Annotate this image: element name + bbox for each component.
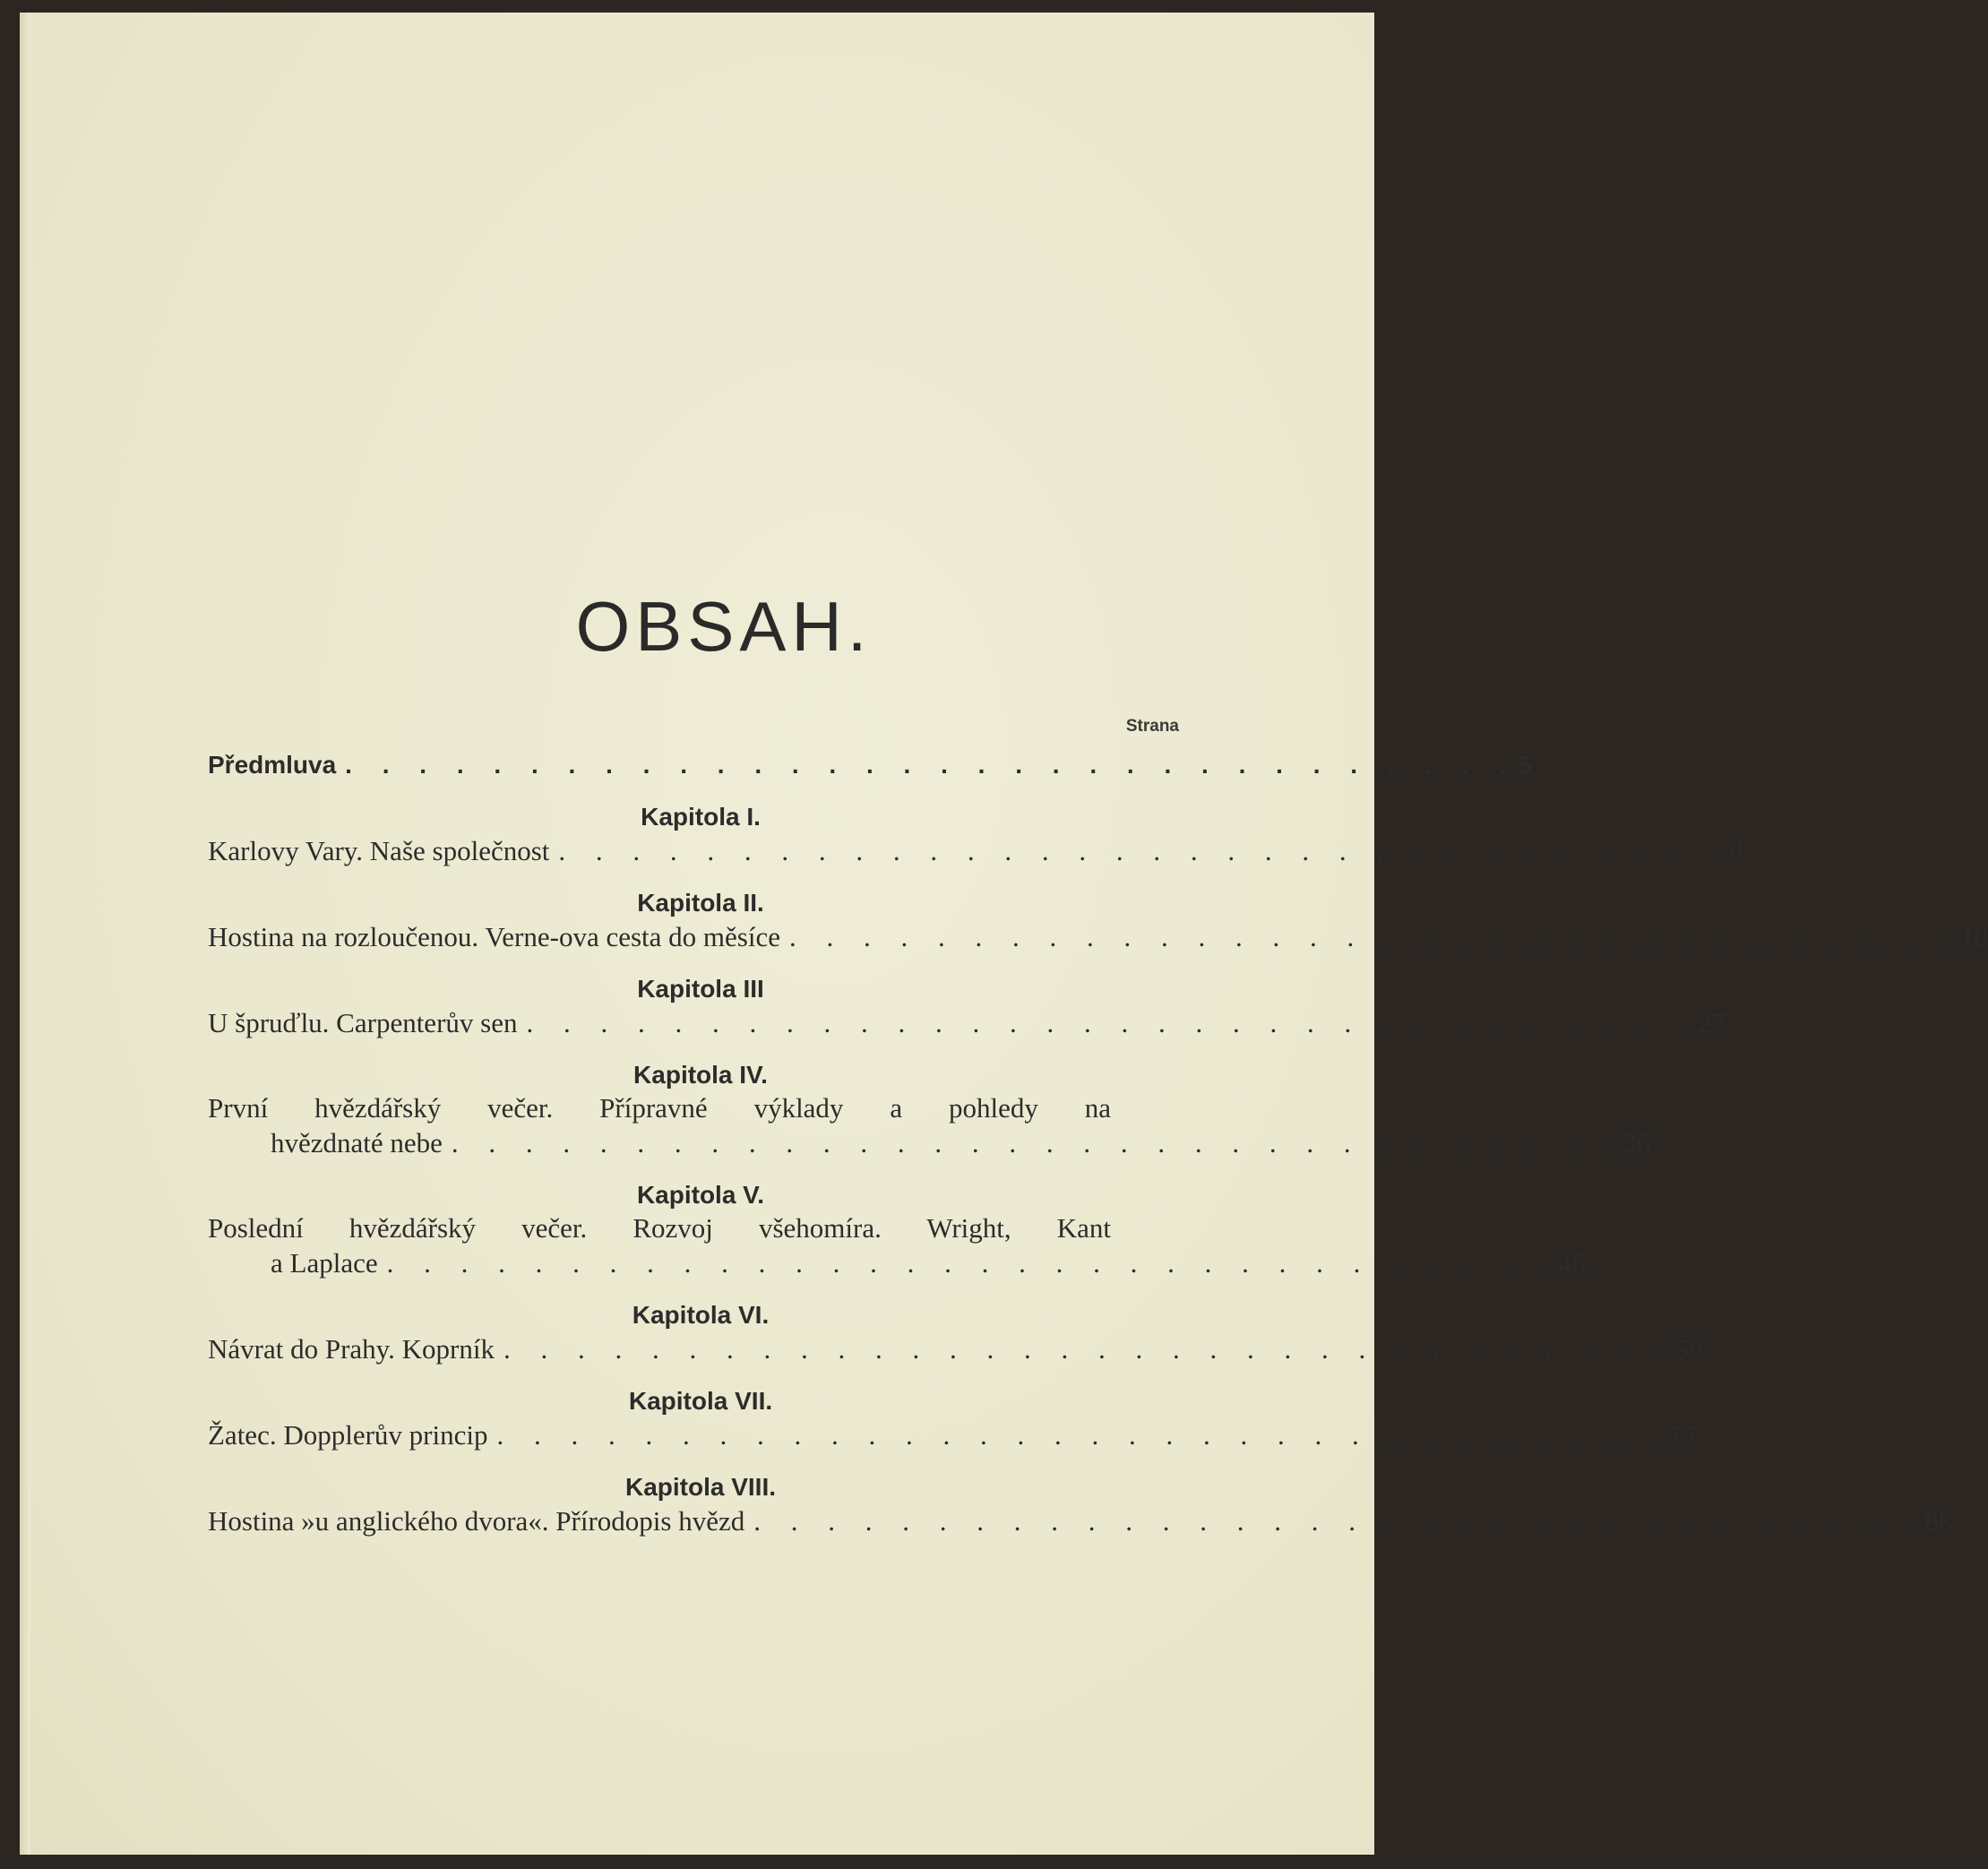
toc-entry <box>208 1091 1651 1161</box>
toc-page-number: 18 <box>1960 921 1988 952</box>
toc-entry-title: Hostina na rozloučenou. Verne-ova cesta do měsíce <box>208 921 780 952</box>
chapter-heading: Kapitola V. <box>636 1181 765 1209</box>
toc-entry-continuation <box>208 1245 1586 1281</box>
page-title: OBSAH. <box>575 587 873 666</box>
dot-leader: . . . . . . . . . . . . . . . . . . . . . . . . . . . . . . . . <box>386 1247 1558 1279</box>
dot-leader: . . . . . . . . . . . . . . . . . . . . . . . . . . . . . . . . <box>526 1007 1698 1038</box>
chapter-heading: Kapitola VIII. <box>624 1473 777 1501</box>
toc-entry-title: Předmluva <box>208 751 337 779</box>
toc-page-number: 8 <box>1729 835 1744 866</box>
toc-page-number: 75 <box>1667 1419 1696 1451</box>
toc-entry-title: Žatec. Dopplerův princip <box>208 1419 488 1451</box>
chapter-heading: Kapitola VI. <box>632 1301 770 1329</box>
dot-leader: . . . . . . . . . . . . . . . . . . . . . . . . . . . . . . . . <box>503 1333 1675 1365</box>
toc-entry <box>208 833 1744 869</box>
chapter-heading: Kapitola I. <box>641 803 761 831</box>
dot-leader: . . . . . . . . . . . . . . . . . . . . . . . . . . . . . . . . <box>789 921 1961 952</box>
chapter-heading: Kapitola III <box>637 975 764 1003</box>
toc-entry-title: Karlovy Vary. Naše společnost <box>208 835 550 866</box>
toc-entry <box>208 1005 1726 1041</box>
toc-entry <box>208 1331 1703 1367</box>
toc-page-number: 88 <box>1924 1505 1953 1537</box>
toc-entry-title: Poslední hvězdářský večer. Rozvoj všehomíra. Wright, Kant <box>208 1212 1111 1244</box>
toc-entry <box>208 919 1988 955</box>
dot-leader: . . . . . . . . . . . . . . . . . . . . . . . . . . . . . . . . <box>345 751 1519 779</box>
toc-entry-title: Hostina »u anglického dvora«. Přírodopis hvězd <box>208 1505 745 1537</box>
toc-entry-title: Návrat do Prahy. Koprník <box>208 1333 495 1365</box>
toc-entry-title-continued: a Laplace <box>271 1247 378 1279</box>
toc-page-number: 5 <box>1518 751 1532 779</box>
page-column-label: Strana <box>1125 717 1179 736</box>
toc-entry-preface <box>208 747 1532 783</box>
dot-leader: . . . . . . . . . . . . . . . . . . . . . . . . . . . . . . . . <box>451 1127 1623 1158</box>
page-spine-shadow <box>20 13 30 1855</box>
toc-page-number: 59 <box>1674 1333 1703 1365</box>
toc-entry-title: U špruďlu. Carpenterův sen <box>208 1007 518 1038</box>
dot-leader: . . . . . . . . . . . . . . . . . . . . . . . . . . . . . . . . <box>753 1505 1925 1537</box>
toc-entry <box>208 1417 1696 1453</box>
toc-entry <box>208 1211 1586 1281</box>
toc-entry-title-continued: hvězdnaté nebe <box>271 1127 443 1158</box>
chapter-heading: Kapitola II. <box>637 889 764 917</box>
toc-page-number: 46 <box>1557 1247 1586 1279</box>
toc-page-number: 36 <box>1622 1127 1651 1158</box>
dot-leader: . . . . . . . . . . . . . . . . . . . . . . . . . . . . . . . . <box>496 1419 1668 1451</box>
dot-leader: . . . . . . . . . . . . . . . . . . . . . . . . . . . . . . . . <box>558 835 1730 866</box>
toc-entry <box>208 1503 1953 1539</box>
table-of-contents <box>208 747 1988 1539</box>
toc-page-number: 27 <box>1697 1007 1726 1038</box>
chapter-heading: Kapitola IV. <box>633 1061 768 1089</box>
book-page <box>20 13 1988 1855</box>
toc-entry-title: První hvězdářský večer. Přípravné výklady a pohledy na <box>208 1092 1111 1124</box>
toc-entry-continuation <box>208 1125 1651 1161</box>
chapter-heading: Kapitola VII. <box>628 1387 773 1415</box>
